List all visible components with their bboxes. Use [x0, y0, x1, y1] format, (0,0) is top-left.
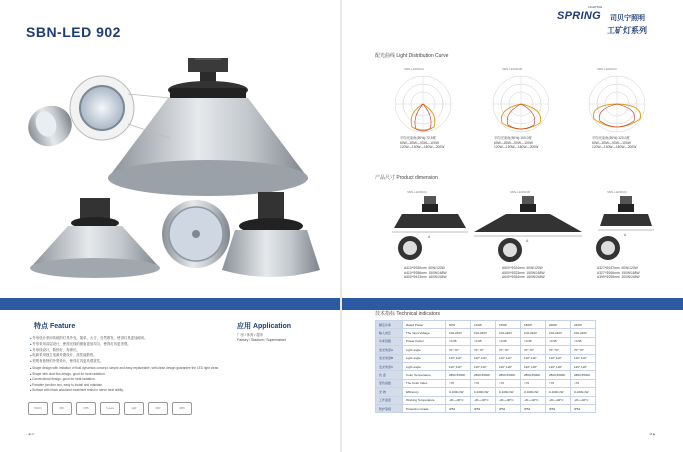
polar-curve-c [586, 73, 648, 135]
feature-cn: ● 外形采用双层设计，使得光线的照射更加均匀，使得灯具更美观。 [30, 342, 220, 348]
spec-value: IP54 [496, 404, 521, 412]
spec-label-en: The Input Voltage [403, 329, 446, 337]
spec-value: 70°,70° [496, 346, 521, 354]
badge: 80% [52, 402, 72, 415]
certification-badges [28, 402, 192, 415]
series-title: 工矿灯系列 [607, 26, 647, 35]
feature-cn: ● 外形线设计，散热好，寿命长。 [30, 348, 220, 354]
spec-row [376, 346, 596, 354]
spec-row [376, 337, 596, 345]
spec-value: 110°,110° [446, 354, 471, 362]
spec-value: 100-240V [446, 329, 471, 337]
spec-value: -20~+40°C [546, 396, 571, 404]
logo-lighting-text: LIGHTING [588, 5, 603, 9]
curve-label: SBN-LED902A [404, 67, 425, 71]
dimension-drawing-a [392, 196, 468, 260]
spec-value: 2800-6500K [446, 371, 471, 379]
spec-value: IP54 [571, 404, 596, 412]
spec-label-cn: 输入电压 [376, 329, 403, 337]
spec-value: 110°,110° [471, 354, 496, 362]
badge: 2835 [172, 402, 192, 415]
spec-value: 180W [521, 321, 546, 329]
high-bay-lamp-side [22, 100, 77, 153]
dimension-label: SBN-LED902B [510, 190, 531, 194]
high-bay-lamp-bottom-left [30, 198, 160, 278]
spec-value: 100-240V [546, 329, 571, 337]
dimension-heading: 产品尺寸 Product dimension [375, 175, 438, 181]
curve-power-range: 120W—150W—180W—200W [400, 145, 445, 150]
spec-value: 2800-6500K [521, 371, 546, 379]
spec-label-cn: 发光角度B [376, 354, 403, 362]
svg-text:A: A [428, 235, 431, 239]
feature-en: ■ Surface with black anodized treatment resist in harsh heat ability. [30, 388, 230, 394]
dimension-drawings [382, 196, 672, 262]
spec-value: >0.95 [471, 337, 496, 345]
spec-value: 0-100lm/W [496, 388, 521, 396]
spec-value: >70 [496, 379, 521, 387]
spec-row [376, 329, 596, 337]
spec-value: >0.95 [446, 337, 471, 345]
spec-value: 100-240V [496, 329, 521, 337]
spec-row [376, 321, 596, 329]
spec-value: >70 [471, 379, 496, 387]
spec-row [376, 354, 596, 362]
product-photos [20, 58, 320, 288]
spec-value: 60W [446, 321, 471, 329]
spec-row [376, 379, 596, 387]
spec-label-en: Light angle [403, 362, 446, 370]
spec-value: 110°,110° [571, 354, 596, 362]
badge: 5 years [100, 402, 120, 415]
spec-value: >0.95 [521, 337, 546, 345]
curve-power-range: 60W—80W—90W—100W [494, 140, 533, 145]
left-page [0, 0, 341, 452]
spec-value: 100-240V [571, 329, 596, 337]
spec-value: 70°,70° [521, 346, 546, 354]
curve-beam-angle: 平均光束角(50%):72.5度 [400, 136, 436, 140]
spec-row [376, 362, 596, 370]
badge: LED [124, 402, 144, 415]
spec-value: >70 [446, 379, 471, 387]
dimension-label: SBN-LED902C [607, 190, 628, 194]
section-bar [0, 298, 341, 310]
spec-value: 100-240V [521, 329, 546, 337]
feature-list-cn [30, 336, 220, 365]
spec-value: 240W [571, 321, 596, 329]
dimension-text-b: A500*Φ324mm 60W/120W A500*Φ323mm 150W/168W A640*Φ354mm 180W/248W [502, 266, 545, 280]
spec-value: 110°,110° [496, 354, 521, 362]
curve-label: SBN-LED902C [597, 67, 618, 71]
spec-value: 120°,120° [521, 362, 546, 370]
spec-value: IP54 [446, 404, 471, 412]
spec-value: 100-240V [471, 329, 496, 337]
spec-value: 70°,70° [571, 346, 596, 354]
spec-label-en: The Color Index [403, 379, 446, 387]
application-heading: 应用 Application [237, 323, 292, 330]
spec-value: >0.95 [496, 337, 521, 345]
spec-value: 200W [546, 321, 571, 329]
model-title: SBN-LED 902 [26, 24, 121, 40]
spec-value: >70 [571, 379, 596, 387]
feature-en: ■ Convectional design, good for heat radiation. [30, 377, 230, 383]
spec-label-cn: 功率因数 [376, 337, 403, 345]
curve-power-range: 120W—150W—180W—200W [592, 145, 637, 150]
application-text [237, 333, 327, 343]
page-number-left: ◀ 47 [28, 432, 35, 436]
feature-list-en [30, 366, 230, 394]
spec-value: -20~+40°C [571, 396, 596, 404]
spec-value: IP54 [546, 404, 571, 412]
svg-text:A: A [624, 233, 627, 237]
spec-value: 120°,120° [496, 362, 521, 370]
feature-cn: ● 外形设计采用传统的灯具外壳，简单、大方、自然散发，使得灯具更加耐用。 [30, 336, 220, 342]
section-bar [342, 298, 683, 310]
feature-cn: ● 美观有独特的外型设计，使得灯具更具观赏性。 [30, 359, 220, 365]
curve-text-a [400, 136, 444, 150]
polar-curve-a [392, 73, 454, 135]
feature-cn: ● 电源采用独立电源外置设计，高性能散热。 [30, 353, 220, 359]
polar-curve-b [490, 73, 552, 135]
curve-power-range: 60W—80W—90W—100W [400, 140, 439, 145]
curve-heading: 配光曲线 Light Distribution Curve [375, 53, 449, 59]
dimension-drawing-c [596, 196, 654, 260]
spec-label-en: Light angle [403, 346, 446, 354]
badge: 5000 h [28, 402, 48, 415]
spec-value: >70 [546, 379, 571, 387]
spec-value: -20~+40°C [446, 396, 471, 404]
spec-label-cn: 显色指数 [376, 379, 403, 387]
spec-value: 70°,70° [446, 346, 471, 354]
spec-label-cn: 发光角度C [376, 362, 403, 370]
spec-label-cn: 额定功率 [376, 321, 403, 329]
spec-value: 70°,70° [546, 346, 571, 354]
spec-label-en: Rated Power [403, 321, 446, 329]
spec-row [376, 371, 596, 379]
spec-value: 110°,110° [521, 354, 546, 362]
spec-value: 120W [471, 321, 496, 329]
curve-text-b [494, 136, 538, 150]
spec-value: 0-100lm/W [471, 388, 496, 396]
spec-value: 110°,110° [546, 354, 571, 362]
dimension-text-a: A410*Φ330mm 60W/120W A410*Φ356mm 150W/168W A500*Φ413mm 180W/248W [404, 266, 447, 280]
spec-value: IP54 [471, 404, 496, 412]
spec-value: 2800-6500K [571, 371, 596, 379]
spec-value: 0-100lm/W [571, 388, 596, 396]
spec-label-cn: 工作温度 [376, 396, 403, 404]
page-number-right: 48 ▶ [649, 432, 656, 436]
curve-label: SBN-LED902B [502, 67, 523, 71]
spec-value: 0-100lm/W [521, 388, 546, 396]
curve-beam-angle: 平均光束角(50%):120.0度 [592, 136, 630, 140]
spec-value: 2800-6500K [471, 371, 496, 379]
curve-power-range: 120W—150W—180W—200W [494, 145, 539, 150]
spec-row [376, 404, 596, 412]
tech-heading: 技术指标 Technical indicators [375, 311, 441, 317]
spec-table [375, 320, 596, 413]
spec-value: 110°,110° [471, 362, 496, 370]
spec-row [376, 396, 596, 404]
spec-label-en: Power Factor [403, 337, 446, 345]
spec-value: 70°,70° [471, 346, 496, 354]
dimension-label: SBN-LED902A [407, 190, 428, 194]
curve-beam-angle: 平均光束角(50%):100.0度 [494, 136, 532, 140]
dimension-text-c: A327*Φ247mm 60W/120W A327*Φ266mm 150W/168W A399*Φ259mm 200W/248W [597, 266, 640, 280]
spec-label-cn: 防护等级 [376, 404, 403, 412]
feature-heading: 特点 Feature [34, 323, 76, 330]
spec-label-cn: 发光角度A [376, 346, 403, 354]
high-bay-lamp-lens-view [162, 200, 230, 268]
svg-text:A: A [526, 239, 529, 243]
feature-en: ■ Shape design with imitation of fluid dynamics concept, simple and easy replaceable, self-clean design guarantee the LED light clean. [30, 366, 230, 372]
spec-value: >70 [521, 379, 546, 387]
spec-row [376, 388, 596, 396]
application-en: Factory / Stadium / Supermarket [237, 337, 286, 342]
spec-value: -20~+40°C [471, 396, 496, 404]
curve-power-range: 60W—80W—90W—100W [592, 140, 631, 145]
logo-brand-cn: 司贝宁照明 [610, 15, 645, 22]
spec-label-cn: 光 效 [376, 388, 403, 396]
spec-value: 110°,110° [446, 362, 471, 370]
feature-en: ■ Portable junction box, easy to install and maintain. [30, 383, 230, 389]
badge: 60W [148, 402, 168, 415]
spec-value: 120°,120° [546, 362, 571, 370]
spec-label-en: Color Temperature [403, 371, 446, 379]
application-cn: 厂房 / 体育 / 超市 [237, 333, 263, 337]
spec-value: 2800-6500K [546, 371, 571, 379]
feature-en: ■ Shape with dual fins design, good for heat radiation. [30, 372, 230, 378]
spec-label-en: Efficiency [403, 388, 446, 396]
spec-value: 150W [496, 321, 521, 329]
curve-text-c [592, 136, 636, 150]
logo-brand: SPRING [557, 10, 601, 22]
right-page [342, 0, 683, 452]
spec-value: -20~+40°C [521, 396, 546, 404]
spec-label-en: Protection Grade [403, 404, 446, 412]
spec-label-en: Light angle [403, 354, 446, 362]
dimension-drawing-b [474, 196, 582, 262]
spec-value: 0-100lm/W [446, 388, 471, 396]
spec-value: -20~+40°C [496, 396, 521, 404]
spec-value: >0.95 [546, 337, 571, 345]
spec-value: 0-100lm/W [546, 388, 571, 396]
badge: IP65 [76, 402, 96, 415]
spec-value: 2800-6500K [496, 371, 521, 379]
spec-label-en: Working Temperature [403, 396, 446, 404]
spec-label-cn: 色 温 [376, 371, 403, 379]
high-bay-lamp-bottom-right [222, 192, 320, 277]
spec-value: 120°,120° [571, 362, 596, 370]
spec-value: IP54 [521, 404, 546, 412]
spec-value: >0.95 [571, 337, 596, 345]
